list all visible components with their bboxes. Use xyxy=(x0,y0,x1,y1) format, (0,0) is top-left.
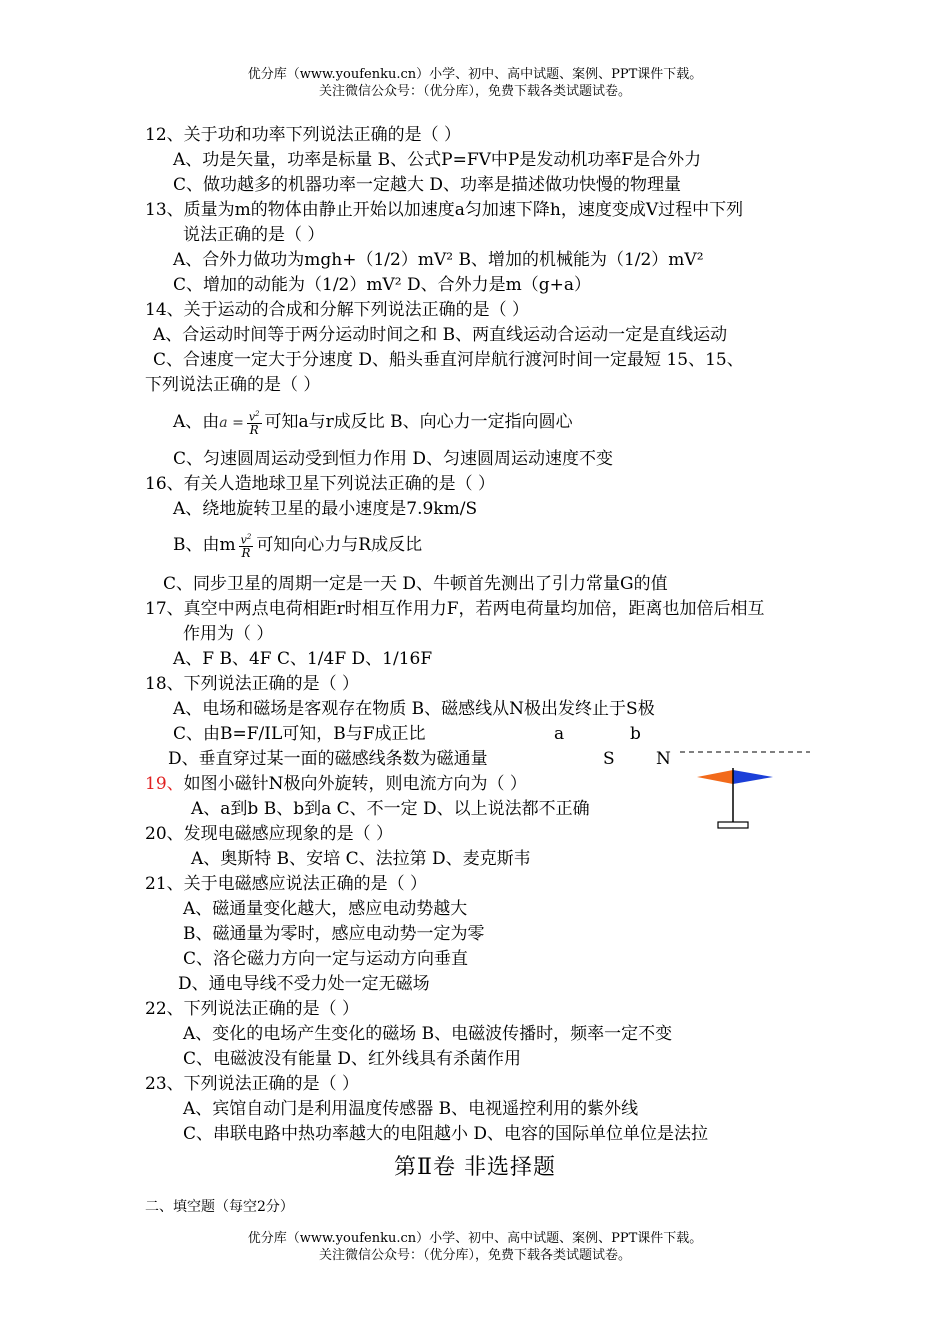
needle-s-pole xyxy=(697,770,733,784)
q21-option-a: A、磁通量变化越大，感应电动势越大 xyxy=(183,899,468,919)
q19-number: 19、 xyxy=(145,774,184,794)
q15-a-suffix: 可知a与r成反比 B、向心力一定指向圆心 xyxy=(264,412,573,432)
compass-needle-figure xyxy=(680,740,820,835)
q15-fraction-numerator: v xyxy=(248,410,256,424)
q14-options-cd: C、合速度一定大于分速度 D、船头垂直河岸航行渡河时间一定最短 15、15、 xyxy=(153,350,744,370)
q12-stem: 12、关于功和功率下列说法正确的是（ ） xyxy=(145,125,462,145)
q13-options-cd: C、增加的动能为（1/2）mV² D、合外力是m（g+a） xyxy=(173,275,591,295)
q15-options-cd: C、匀速圆周运动受到恒力作用 D、匀速圆周运动速度不变 xyxy=(173,449,614,469)
footer-line-1: 优分库（www.youfenku.cn）小学、初中、高中试题、案例、PPT课件下载。 xyxy=(247,1231,703,1246)
q15-fraction-denominator: R xyxy=(249,423,259,438)
figure-label-b: b xyxy=(630,724,641,744)
q16-fraction-numerator: v xyxy=(240,533,247,547)
q21-option-b: B、磁通量为零时，感应电动势一定为零 xyxy=(183,924,485,944)
q16-fraction-denominator: R xyxy=(241,546,251,561)
q16-fraction: $\frac{v^2}{R}$ xyxy=(240,532,252,561)
footer-line-2: 关注微信公众号：（优分库），免费下载各类试题试卷。 xyxy=(318,1248,631,1263)
q18-option-c: C、由B=F/IL可知，B与F成正比 xyxy=(173,724,426,744)
q21-stem: 21、关于电磁感应说法正确的是（ ） xyxy=(145,874,428,894)
q17-stem-2: 作用为（ ） xyxy=(183,624,274,644)
q19-line xyxy=(145,773,527,795)
q15-option-ab xyxy=(173,402,573,443)
q16-option-a: A、绕地旋转卫星的最小速度是7.9km/S xyxy=(173,499,478,519)
q15-fraction: $\frac{v^2}{R}$ xyxy=(248,409,260,438)
q18-stem: 18、下列说法正确的是（ ） xyxy=(145,674,360,694)
q23-stem: 23、下列说法正确的是（ ） xyxy=(145,1074,360,1094)
q13-options-ab: A、合外力做功为mgh+（1/2）mV² B、增加的机械能为（1/2）mV² xyxy=(173,250,704,270)
figure-label-s: S xyxy=(603,749,615,769)
q18-options-ab: A、电场和磁场是客观存在物质 B、磁感线从N极出发终止于S极 xyxy=(173,699,655,719)
header-line-2: 关注微信公众号：（优分库），免费下载各类试题试卷。 xyxy=(318,84,631,99)
q14-stem: 14、关于运动的合成和分解下列说法正确的是（ ） xyxy=(145,300,530,320)
figure-label-n: N xyxy=(656,749,671,769)
q21-option-c: C、洛仑磁力方向一定与运动方向垂直 xyxy=(183,949,469,969)
q13-stem: 13、质量为m的物体由静止开始以加速度a匀加速下降h，速度变成V过程中下列 xyxy=(145,200,744,220)
q16-options-cd: C、同步卫星的周期一定是一天 D、牛顿首先测出了引力常量G的值 xyxy=(163,574,668,594)
q15-formula-lhs: a = xyxy=(219,415,244,431)
q16-b-prefix: B、由m xyxy=(173,535,236,555)
needle-n-pole xyxy=(733,770,773,784)
q22-stem: 22、下列说法正确的是（ ） xyxy=(145,999,360,1019)
needle-base xyxy=(718,822,748,828)
q22-options-cd: C、电磁波没有能量 D、红外线具有杀菌作用 xyxy=(183,1049,522,1069)
q19-options: A、a到b B、b到a C、不一定 D、以上说法都不正确 xyxy=(191,799,590,819)
q18-option-d: D、垂直穿过某一面的磁感线条数为磁通量 xyxy=(168,749,488,769)
q21-option-d: D、通电导线不受力处一定无磁场 xyxy=(178,974,430,994)
q12-options-ab: A、功是矢量，功率是标量 B、公式P=FV中P是发动机功率F是合外力 xyxy=(173,150,702,170)
figure-label-a: a xyxy=(554,724,565,744)
q15-a-prefix: A、由 xyxy=(173,412,220,432)
q19-stem: 如图小磁针N极向外旋转，则电流方向为（ ） xyxy=(183,774,527,794)
q20-options: A、奥斯特 B、安培 C、法拉第 D、麦克斯韦 xyxy=(191,849,531,869)
q16-option-b xyxy=(173,525,422,565)
fill-blank-section-heading: 二、填空题（每空2分） xyxy=(145,1199,294,1215)
q17-options: A、F B、4F C、1/4F D、1/16F xyxy=(173,649,433,669)
q17-stem: 17、真空中两点电荷相距r时相互作用力F，若两电荷量均加倍，距离也加倍后相互 xyxy=(145,599,765,619)
q22-options-ab: A、变化的电场产生变化的磁场 B、电磁波传播时，频率一定不变 xyxy=(183,1024,673,1044)
q13-stem-2: 说法正确的是（ ） xyxy=(183,225,325,245)
header-line-1: 优分库（www.youfenku.cn）小学、初中、高中试题、案例、PPT课件下载。 xyxy=(247,67,703,82)
q14-options-ab: A、合运动时间等于两分运动时间之和 B、两直线运动合运动一定是直线运动 xyxy=(153,325,728,345)
q16-b-suffix: 可知向心力与R成反比 xyxy=(256,535,423,555)
q23-options-cd: C、串联电路中热功率越大的电阻越小 D、电容的国际单位单位是法拉 xyxy=(183,1124,709,1144)
part2-title: 第Ⅱ卷 非选择题 xyxy=(394,1155,556,1180)
q16-stem: 16、有关人造地球卫星下列说法正确的是（ ） xyxy=(145,474,496,494)
q23-options-ab: A、宾馆自动门是利用温度传感器 B、电视遥控利用的紫外线 xyxy=(183,1099,639,1119)
q20-stem: 20、发现电磁感应现象的是（ ） xyxy=(145,824,394,844)
q12-options-cd: C、做功越多的机器功率一定越大 D、功率是描述做功快慢的物理量 xyxy=(173,175,682,195)
q15-stem: 下列说法正确的是（ ） xyxy=(145,375,321,395)
